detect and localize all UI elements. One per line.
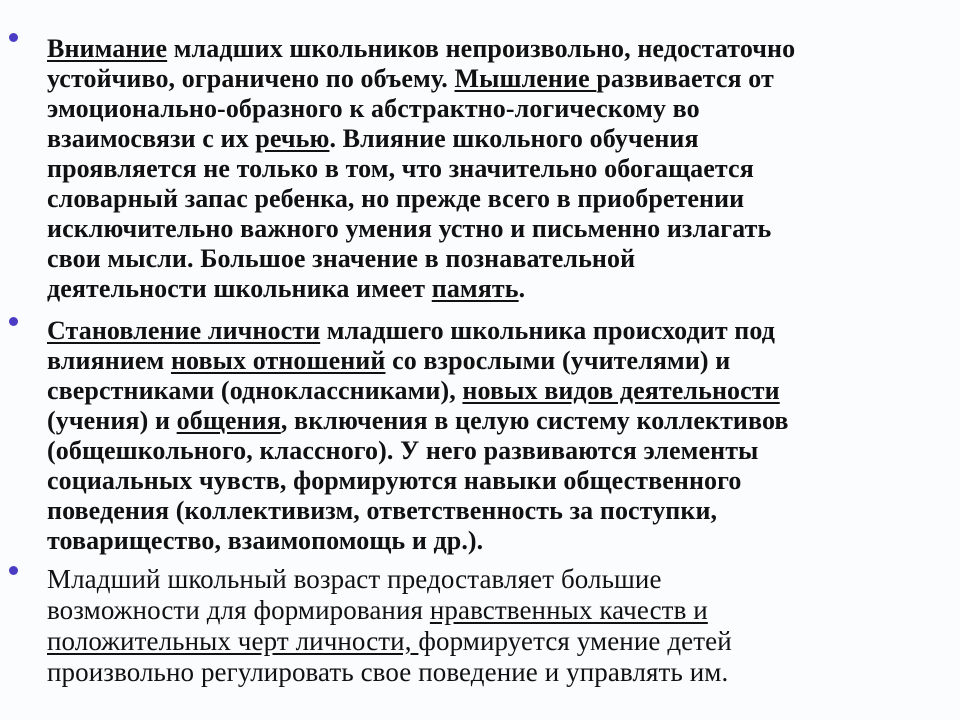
text-line <box>47 376 947 406</box>
text-segment: развивается от <box>596 64 774 93</box>
text-segment: младших школьников непроизвольно, недостаточно <box>167 34 796 63</box>
text-segment: Младший школьный возраст предоставляет большие <box>47 564 662 594</box>
bullet-icon <box>9 33 18 42</box>
text-segment: словарный запас ребенка, но прежде всего в приобретении <box>47 184 745 213</box>
text-segment: товарищество, взаимопомощь и др.). <box>47 526 484 555</box>
text-segment: проявляется не только в том, что значительно обогащается <box>47 154 754 183</box>
text-segment: исключительно важного умения устно и письменно излагать <box>47 214 772 243</box>
text-line <box>47 346 947 376</box>
text-segment: . <box>518 274 526 303</box>
underlined-term: положительных черт личности, <box>47 626 419 656</box>
bullet-icon <box>9 566 18 575</box>
underlined-term: новых отношений <box>170 346 386 375</box>
text-line <box>47 526 947 556</box>
text-line <box>47 124 947 154</box>
text-segment: эмоционально-образного к абстрактно-логическому во <box>47 94 700 123</box>
underlined-term: память <box>431 274 519 303</box>
text-line <box>47 154 947 184</box>
text-line <box>47 564 947 595</box>
text-line <box>47 64 947 94</box>
text-segment: младшего школьника происходит под <box>320 316 775 345</box>
text-segment: произвольно регулировать свое поведение и управлять им. <box>47 657 729 687</box>
text-segment: свои мысли. Большое значение в познавательной <box>47 244 636 273</box>
text-line <box>47 244 947 274</box>
underlined-term: Мышление <box>454 64 597 93</box>
paragraph-1 <box>47 34 947 304</box>
text-line <box>47 657 947 688</box>
text-segment: (учения) и <box>47 406 177 435</box>
paragraph-2 <box>47 316 947 556</box>
text-line <box>47 184 947 214</box>
text-segment: формируется умение детей <box>418 626 732 656</box>
text-line <box>47 406 947 436</box>
text-line <box>47 214 947 244</box>
text-segment: деятельности школьника имеет <box>47 274 432 303</box>
text-segment: (общешкольного, классного). У него развиваются элементы <box>47 436 759 465</box>
underlined-term: общения <box>176 406 281 435</box>
text-segment: влиянием <box>47 346 171 375</box>
text-line <box>47 466 947 496</box>
underlined-term: нравственных качеств и <box>429 595 708 625</box>
text-segment: . Влияние школьного обучения <box>329 124 699 153</box>
text-line <box>47 595 947 626</box>
text-segment: сверстниками (одноклассниками), <box>47 376 463 405</box>
bullet-icon <box>9 317 18 326</box>
text-segment: устойчиво, ограничено по объему. <box>47 64 455 93</box>
text-line <box>47 436 947 466</box>
text-line <box>47 496 947 526</box>
text-segment: взаимосвязи с их <box>47 124 256 153</box>
underlined-term: Внимание <box>47 34 168 63</box>
text-line <box>47 626 947 657</box>
underlined-term: новых видов деятельности <box>462 376 780 405</box>
text-segment: возможности для формирования <box>47 595 430 625</box>
text-line <box>47 274 947 304</box>
text-segment: со взрослыми (учителями) и <box>385 346 731 375</box>
text-line <box>47 316 947 346</box>
text-segment: поведения (коллективизм, ответственность за поступки, <box>47 496 718 525</box>
text-segment: , включения в целую систему коллективов <box>280 406 789 435</box>
text-line <box>47 34 947 64</box>
text-segment: социальных чувств, формируются навыки общественного <box>47 466 742 495</box>
underlined-term: речью <box>255 124 330 153</box>
text-line <box>47 94 947 124</box>
paragraph-3 <box>47 564 947 688</box>
underlined-term: Становление личности <box>47 316 321 345</box>
